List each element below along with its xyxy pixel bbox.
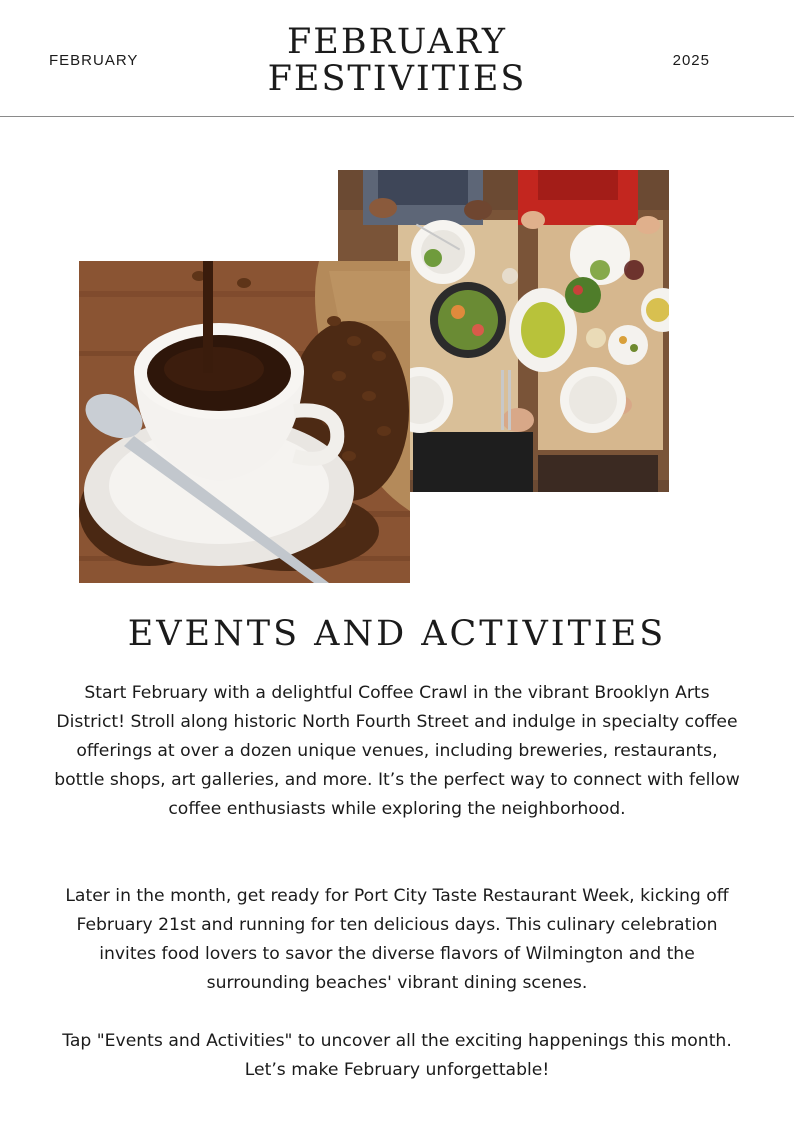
paragraph-call-to-action: Tap "Events and Activities" to uncover all the exciting happenings this month. Let’s make February unforgettable! (62, 1031, 732, 1080)
page-header (0, 0, 794, 117)
paragraph-coffee-crawl: Start February with a delightful Coffee Crawl in the vibrant Brooklyn Arts District! Stroll along historic North Fourth Street and indulge in specialty coffee offerings at over a dozen unique venues, including breweries, restaurants, bottle shops, art galleries, and more. It’s the perfect way to connect with fellow coffee enthusiasts while exploring the neighborhood. (54, 683, 740, 819)
header-month-label: FEBRUARY (49, 52, 139, 69)
page-title: FEBRUARY FESTIVITIES (267, 22, 527, 99)
section-title: EVENTS AND ACTIVITIES (127, 614, 667, 654)
paragraph-restaurant-week: Later in the month, get ready for Port City Taste Restaurant Week, kicking off February 21st and running for ten delicious days. This culinary celebration invites food lovers to savor the diverse flavors of Wilmington and the surrounding beaches' vibrant dining scenes. (65, 886, 729, 993)
header-year-label: 2025 (672, 52, 710, 69)
coffee-cup-photo (79, 261, 410, 583)
